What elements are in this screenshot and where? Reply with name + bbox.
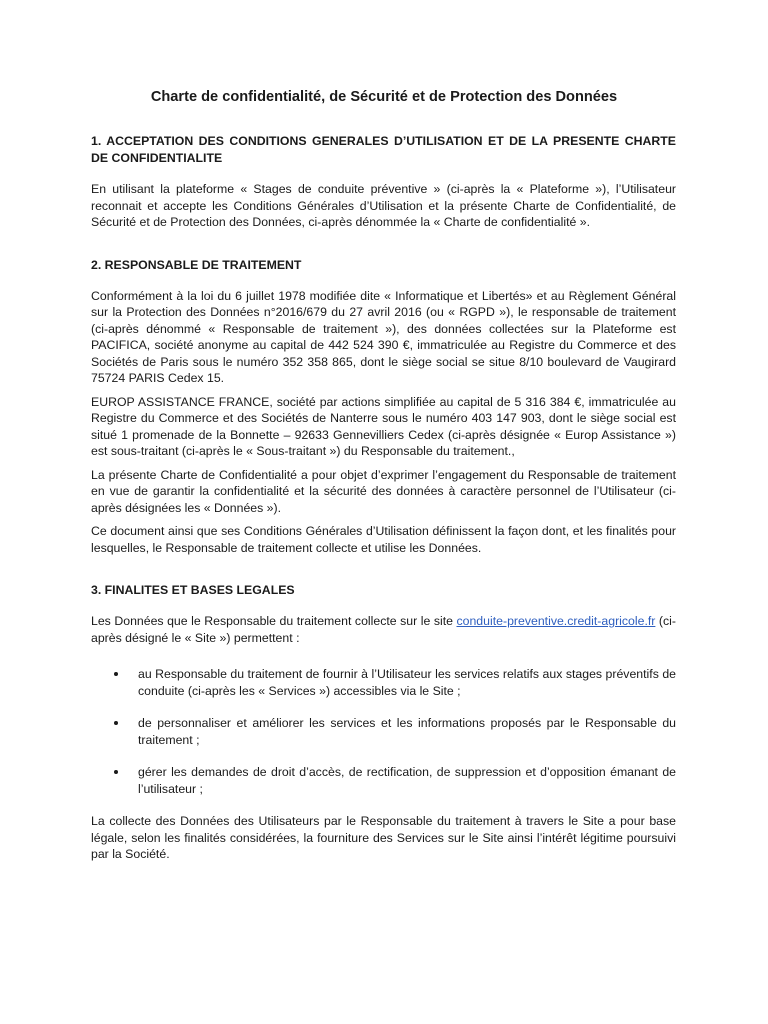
list-item	[91, 715, 676, 748]
bullet-dot-icon	[114, 672, 118, 676]
bullet-dot-icon	[114, 721, 118, 725]
section-acceptation	[91, 133, 676, 231]
paragraph: En utilisant la plateforme « Stages de conduite préventive » (ci-après la « Plateforme »), l’Utilisateur reconnait et accepte les Conditions Générales d’Utilisation et la présente Charte de Confidentialité, de Sécurité et de Protection des Données, ci-après dénommée la « Charte de confidentialité ».	[91, 182, 676, 229]
paragraph-with-link	[91, 613, 676, 646]
list-item-text: au Responsable du traitement de fournir à l’Utilisateur les services relatifs aux stages préventifs de conduite (ci-après les « Services ») accessibles via le Site ;	[138, 667, 676, 698]
paragraph: La collecte des Données des Utilisateurs par le Responsable du traitement à travers le Site a pour base légale, selon les finalités considérées, la fourniture des Services sur le Site ainsi l’intérêt légitime poursuivi par la Société.	[91, 814, 676, 861]
section-heading: 1. ACCEPTATION DES CONDITIONS GENERALES D’UTILISATION ET DE LA PRESENTE CHARTE DE CONFIDENTIALITE	[91, 134, 676, 165]
section-heading: 3. FINALITES ET BASES LEGALES	[91, 583, 295, 597]
list-item-text: gérer les demandes de droit d’accès, de rectification, de suppression et d’opposition émanant de l’utilisateur ;	[138, 765, 676, 796]
paragraph: La présente Charte de Confidentialité a pour objet d’exprimer l’engagement du Responsable de traitement en vue de garantir la confidentialité et la sécurité des données à caractère personnel de l’Utilisateur (ci-après désignées les « Données »).	[91, 467, 676, 515]
site-link[interactable]: conduite-preventive.credit-agricole.fr	[456, 614, 656, 628]
section-heading: 2. RESPONSABLE DE TRAITEMENT	[91, 257, 302, 272]
paragraph: EUROP ASSISTANCE FRANCE, société par actions simplifiée au capital de 5 316 384 €, immatriculée au Registre du Commerce et des Sociétés de Nanterre sous le numéro 403 147 903, dont le siège social est situé 1 promenade de la Bonnette – 92633 Gennevilliers Cedex (ci-après désignée « Europ Assistance ») est sous-traitant (ci-après le « Sous-traitant ») du Responsable du traitement.,	[91, 394, 676, 458]
purposes-list	[91, 666, 676, 797]
list-item	[91, 764, 676, 797]
section-finalites	[91, 582, 676, 863]
intro-text: Les Données que le Responsable du traitement collecte sur le site	[91, 614, 457, 628]
intro-text-after: (ci-après désigné le « Site ») permettent :	[91, 614, 676, 645]
paragraph: Conformément à la loi du 6 juillet 1978 modifiée dite « Informatique et Libertés» et au Règlement Général sur la Protection des Données n°2016/679 du 27 avril 2016 (ou « RGPD »), le responsable de traitement (ci-après dénommé « Responsable de traitement »), des données collectées sur la Plateforme est PACIFICA, société anonyme au capital de 442 524 390 €, immatriculée au Registre du Commerce et des Sociétés de Paris sous le numéro 352 358 865, dont le siège social se situe 8/10 boulevard de Vaugirard 75724 PARIS Cedex 15.	[91, 288, 676, 385]
document-body	[91, 133, 676, 863]
document-title: Charte de confidentialité, de Sécurité et de Protection des Données	[150, 89, 618, 105]
paragraph: Ce document ainsi que ses Conditions Générales d’Utilisation définissent la façon dont, et les finalités pour lesquelles, le Responsable de traitement collecte et utilise les Données.	[91, 524, 676, 555]
list-item-text: de personnaliser et améliorer les services et les informations proposés par le Responsable du traitement ;	[138, 716, 676, 747]
section-responsable	[91, 257, 676, 557]
list-item	[91, 666, 676, 699]
bullet-dot-icon	[114, 770, 118, 774]
